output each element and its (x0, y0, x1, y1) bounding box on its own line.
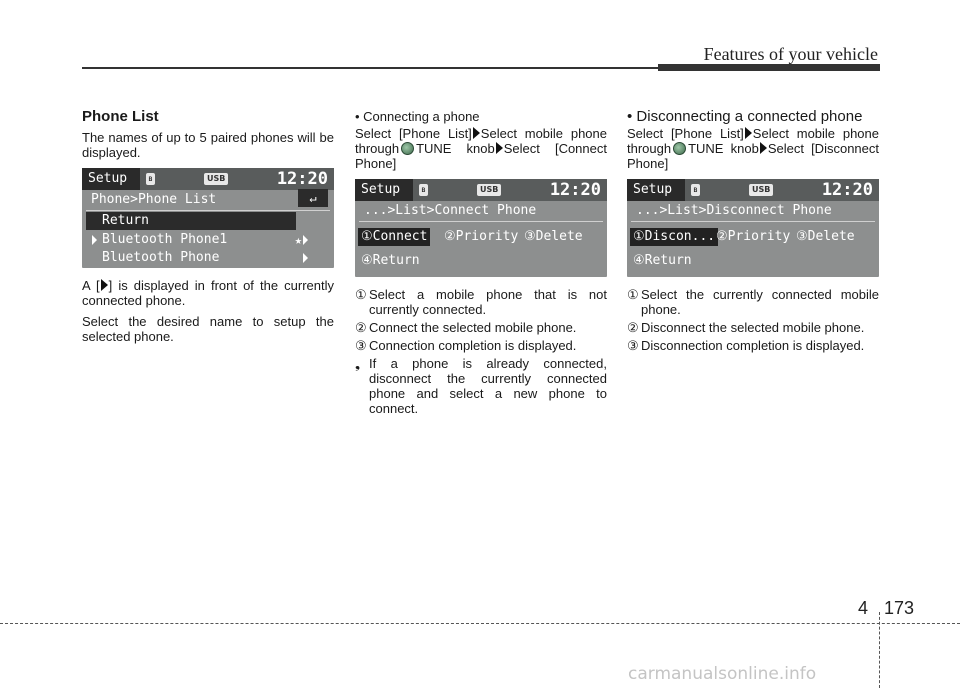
option-delete: ③Delete (524, 229, 583, 244)
chevron-right-icon (303, 235, 308, 245)
screen-clock: 12:20 (549, 180, 601, 200)
usb-icon: USB (749, 184, 773, 196)
step-number: ② (355, 320, 367, 335)
screen-row-phone1-label: Bluetooth Phone1 (102, 232, 228, 247)
screen-row-phone1 (82, 231, 334, 249)
step-text: Disconnect the selected mobile phone. (641, 320, 865, 335)
bluetooth-icon: ʙ (691, 184, 700, 196)
list-item (627, 320, 879, 335)
section-heading-disconnecting: • Disconnecting a connected phone (627, 108, 863, 125)
play-triangle-icon (101, 279, 108, 291)
screen-options (355, 222, 607, 270)
intro-text: The names of up to 5 paired phones will be displayed. (82, 130, 334, 160)
footer-dashed-divider (879, 612, 880, 688)
tune-knob-icon (401, 142, 414, 155)
screen-tab-setup: Setup (82, 168, 140, 190)
list-item (627, 287, 879, 317)
star-icon: ★ (294, 233, 302, 247)
page-header-title: Features of your vehicle (703, 44, 878, 64)
bluetooth-icon: ʙ (419, 184, 428, 196)
instr-select-phone-list: Select [Phone List] (627, 126, 744, 141)
note-mark: ❟ (355, 356, 361, 371)
note-prefix: A [ (82, 278, 100, 293)
screen-top-bar (627, 179, 879, 201)
disconnect-steps (627, 287, 879, 353)
option-disconnect: ①Discon... (630, 228, 718, 246)
usb-icon: USB (204, 173, 228, 185)
step-number: ① (627, 287, 639, 302)
screen-phone-list (82, 168, 334, 268)
screen-top-bar (82, 168, 334, 190)
select-name-text: Select the desired name to setup the selected phone. (82, 314, 334, 344)
bluetooth-icon: ʙ (146, 173, 155, 185)
screen-disconnect-phone (627, 179, 879, 277)
list-item (627, 338, 879, 353)
screen-clock: 12:20 (276, 169, 328, 189)
option-delete: ③Delete (796, 229, 855, 244)
instr-select-disconnect: Select [Disconnect Phone] (627, 141, 879, 171)
play-triangle-icon (496, 142, 503, 154)
screen-path: Phone>Phone List (86, 190, 330, 211)
option-return: ④Return (633, 253, 692, 268)
instr-select-mobile: Select mobile phone through (355, 126, 607, 156)
screen-row-phone2 (82, 249, 334, 267)
tune-knob-icon (673, 142, 686, 155)
current-phone-arrow-icon (92, 235, 97, 245)
section-heading-connecting: • Connecting a phone (355, 109, 480, 124)
step-text: Select the currently connected mobile phone. (641, 287, 879, 317)
screen-tab-setup: Setup (355, 179, 413, 201)
connected-marker-note (82, 278, 334, 308)
option-connect: ①Connect (358, 228, 430, 246)
screen-tab-setup: Setup (627, 179, 685, 201)
step-number: ② (627, 320, 639, 335)
instr-tune-knob: TUNE knob (688, 141, 759, 156)
connect-instructions (355, 126, 607, 171)
chapter-number: 4 (858, 598, 869, 618)
list-item (355, 287, 607, 317)
play-triangle-icon (745, 127, 752, 139)
step-text: If a phone is already connected, disconnect the currently connected phone and select a new phone to connect. (369, 356, 607, 416)
option-return: ④Return (361, 253, 420, 268)
screen-path: ...>List>Connect Phone (359, 201, 603, 222)
screen-connect-phone (355, 179, 607, 277)
header-rule (82, 67, 660, 69)
step-text: Select a mobile phone that is not currently connected. (369, 287, 607, 317)
screen-clock: 12:20 (821, 180, 873, 200)
return-icon: ↵ (298, 189, 328, 207)
screen-row-phone2-label: Bluetooth Phone (102, 250, 220, 265)
step-text: Disconnection completion is displayed. (641, 338, 865, 353)
usb-icon: USB (477, 184, 501, 196)
step-number: ③ (627, 338, 639, 353)
step-text: Connect the selected mobile phone. (369, 320, 577, 335)
connect-steps (355, 287, 607, 416)
option-priority: ②Priority (444, 229, 519, 244)
footer-dashed-rule (0, 623, 960, 624)
chevron-right-icon (303, 253, 308, 263)
instr-select-mobile: Select mobile phone through (627, 126, 879, 156)
instr-select-connect: Select [Connect Phone] (355, 141, 607, 171)
play-triangle-icon (473, 127, 480, 139)
disconnect-instructions (627, 126, 879, 171)
screen-row-return: Return (86, 212, 296, 230)
screen-options (627, 222, 879, 270)
column-phone-list (82, 109, 334, 350)
note-suffix: ] is displayed in front of the currently connected phone. (82, 278, 334, 308)
column-connecting (355, 109, 607, 419)
option-priority: ②Priority (716, 229, 791, 244)
watermark: carmanualsonline.info (628, 664, 817, 684)
list-item (355, 356, 607, 416)
screen-top-bar (355, 179, 607, 201)
play-triangle-icon (760, 142, 767, 154)
step-number: ③ (355, 338, 367, 353)
page-number: 173 (884, 598, 915, 618)
header-bar (658, 64, 880, 71)
step-text: Connection completion is displayed. (369, 338, 577, 353)
list-item (355, 338, 607, 353)
column-disconnecting (627, 109, 879, 356)
screen-path: ...>List>Disconnect Phone (631, 201, 875, 222)
section-heading-phone-list: Phone List (82, 108, 159, 125)
instr-tune-knob: TUNE knob (416, 141, 495, 156)
list-item (355, 320, 607, 335)
step-number: ① (355, 287, 367, 302)
instr-select-phone-list: Select [Phone List] (355, 126, 472, 141)
